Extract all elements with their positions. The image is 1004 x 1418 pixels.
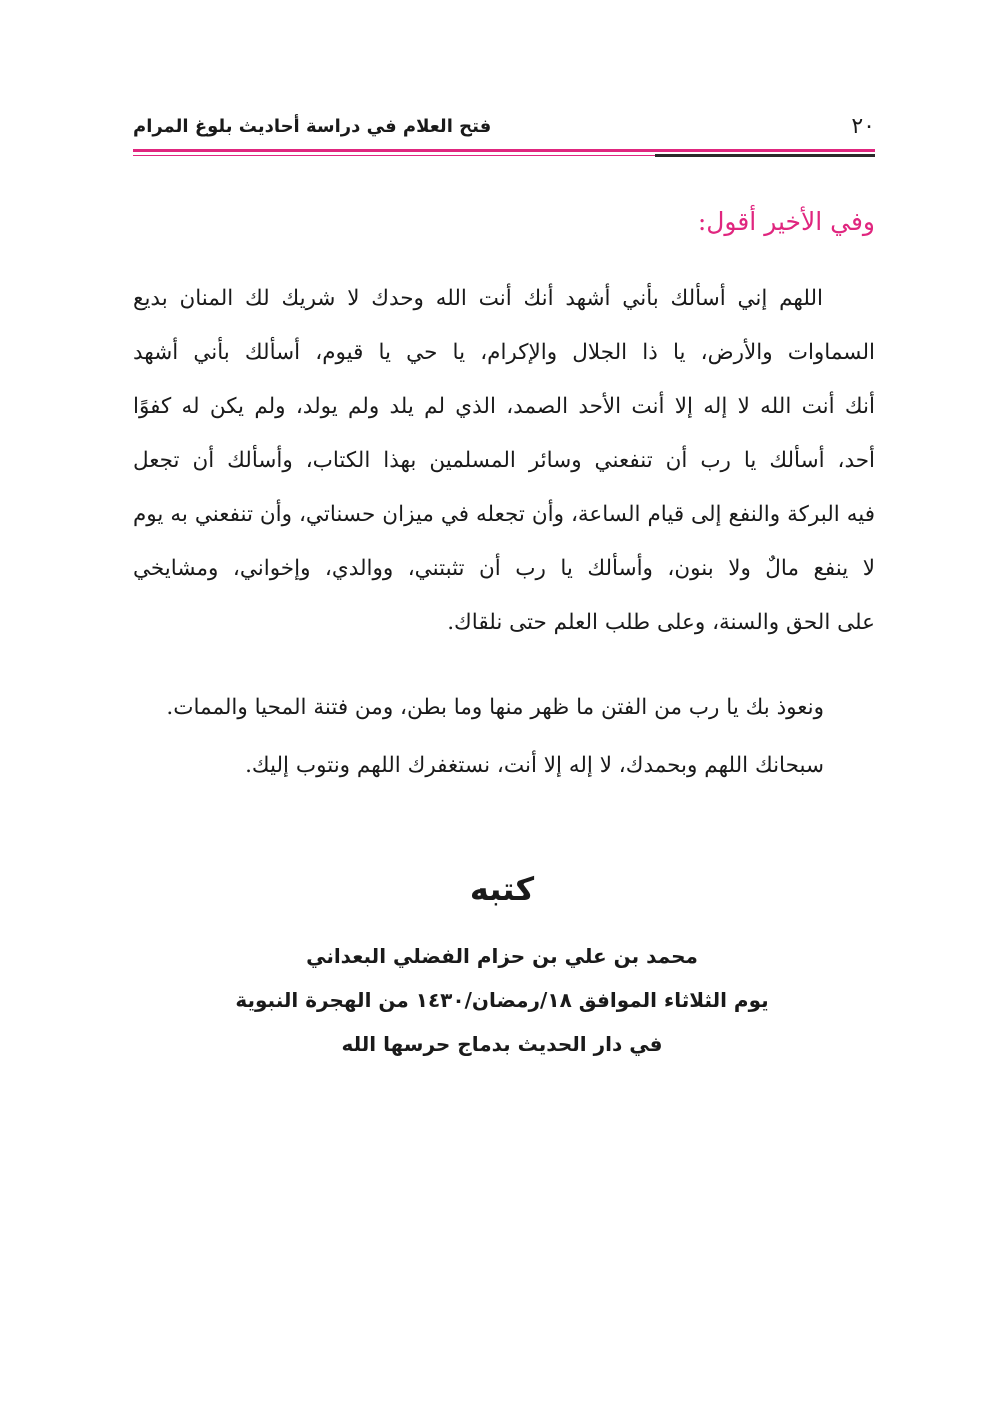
page-header (133, 112, 875, 146)
dua-line: أحد، أسألك يا رب أن تنفعني وسائر المسلمين بهذا الكتاب، وأسألك أن تجعل (133, 448, 875, 473)
dua-line: اللهم إني أسألك بأني أشهد أنك أنت الله وحدك لا شريك لك المنان بديع (133, 286, 823, 311)
dua-line: السماوات والأرض، يا ذا الجلال والإكرام، يا حي يا قيوم، أسألك بأني أشهد (133, 340, 875, 365)
intro-heading: وفي الأخير أقول: (697, 207, 875, 236)
page-number: ٢٠ (851, 114, 875, 139)
dua-line: لا ينفع مالٌ ولا بنون، وأسألك يا رب أن تثبتني، ووالدي، وإخواني، ومشايخي (133, 556, 875, 581)
signature-title: كتبه (469, 870, 535, 908)
signature-date: يوم الثلاثاء الموافق ١٨/رمضان/١٤٣٠ من الهجرة النبوية (235, 988, 769, 1012)
closing-line: سبحانك اللهم وبحمدك، لا إله إلا أنت، نستغفرك اللهم ونتوب إليك. (245, 753, 824, 778)
dua-paragraph (133, 272, 875, 650)
dua-line: فيه البركة والنفع إلى قيام الساعة، وأن تجعله في ميزان حسناتي، وأن تنفعني به يوم (133, 502, 875, 527)
refuge-line: ونعوذ بك يا رب من الفتن ما ظهر منها وما بطن، ومن فتنة المحيا والممات. (166, 695, 824, 720)
book-title: فتح العلام في دراسة أحاديث بلوغ المرام (133, 116, 492, 137)
author-name: محمد بن علي بن حزام الفضلي البعداني (306, 944, 698, 968)
header-rule-thick (133, 149, 875, 152)
dua-line: أنك أنت الله لا إله إلا أنت الأحد الصمد، الذي لم يلد ولم يولد، ولم يكن له كفوًا (133, 394, 875, 419)
header-rule-accent (655, 154, 875, 157)
dua-line: على الحق والسنة، وعلى طلب العلم حتى نلقاك. (447, 610, 875, 635)
signature-place: في دار الحديث بدماج حرسها الله (341, 1032, 663, 1056)
